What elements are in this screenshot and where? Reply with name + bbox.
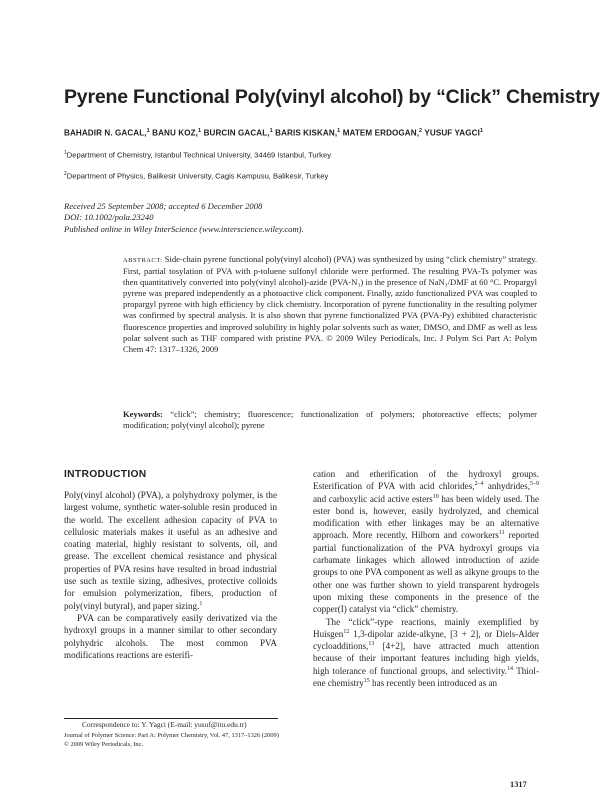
affiliation — [64, 171, 328, 181]
author-affiliation-mark: 1 — [198, 128, 202, 134]
section-heading: INTRODUCTION — [64, 469, 147, 480]
keywords — [123, 409, 537, 431]
paragraph-text: Thiol-ene chemistry — [313, 665, 539, 689]
author-list — [64, 128, 564, 138]
author-name: BURCIN GACAL, — [203, 128, 270, 138]
affiliation — [64, 150, 331, 160]
reference-mark: 12 — [343, 628, 350, 635]
affiliation-text: Department of Physics, Balikesir University, Cagis Kampusu, Balikesir, Turkey — [66, 171, 329, 181]
author-name: BARIS KISKAN, — [275, 128, 338, 138]
author-affiliation-mark: 1 — [146, 128, 150, 134]
reference-mark: 15 — [363, 678, 370, 685]
reference-mark: 14 — [506, 665, 513, 672]
reference-mark: 5–9 — [530, 481, 539, 488]
keywords-text: “click”; chemistry; fluorescence; functionalization of polymers; photoreactive effects; polymer modification; poly(vinyl alcohol); pyrene — [123, 409, 538, 431]
paragraph-text: cation and etherification of the hydroxyl groups. Esterification of PVA with acid chlorides, — [313, 469, 539, 492]
paragraph-text: 1,3-dipolar azide-alkyne, [3 + 2], or Diels-Alder cycloadditions, — [313, 628, 539, 652]
abstract-label: ABSTRACT: — [123, 257, 163, 264]
publication-dates — [64, 201, 304, 235]
affiliation-mark: 1 — [64, 150, 67, 156]
paragraph — [64, 489, 277, 612]
reference-mark: 13 — [368, 641, 375, 648]
affiliation-text: Department of Chemistry, Istanbul Technical University, 34469 Istanbul, Turkey — [66, 150, 331, 160]
page-number: 1317 — [510, 780, 527, 789]
keywords-label: Keywords: — [123, 409, 163, 419]
paragraph — [313, 468, 539, 616]
published-online: Published online in Wiley InterScience (www.interscience.wiley.com). — [64, 223, 304, 234]
abstract-text: Side-chain pyrene functional poly(vinyl alcohol) (PVA) was synthesized by using “click chemistry” strategy. First, partial tosylation of PVA with p-toluene sulfonyl chloride were performed. The resulting PVA-Ts polymer was then quantitatively converted into poly(vinyl alcohol)-azide (PVA-N₃) in the presence of NaN₃/DMF at 60 °C. Propargyl pyrene was prepared independently as a photoactive click component. Finally, azido functionalized PVA was coupled to propargyl pyrene with high efficiency by click chemistry. Incorporation of pyrene functionality in the resulting polymer was confirmed by spectral analysis. It is also shown that pyrene functionalized PVA (PVA-Py) exhibited characteristic fluorescence properties and improved solubility in highly polar solvents such as water, DMSO, and DMF as well as less polar solvent such as THF compared with pristine PVA. © 2009 Wiley Periodicals, Inc. J Polym Sci Part A: Polym Chem 47: 1317–1326, 2009 — [123, 254, 538, 354]
left-column — [64, 489, 277, 661]
footnote — [64, 721, 304, 749]
received-date: Received 25 September 2008; accepted 6 December 2008 — [64, 201, 263, 211]
footnote-divider — [64, 718, 278, 719]
article-title: Pyrene Functional Poly(vinyl alcohol) by “Click” Chemistry — [64, 86, 600, 108]
correspondence: Correspondence to: Y. Yagci (E-mail: yusuf@itu.edu.tr) — [82, 720, 247, 729]
paragraph: PVA can be comparatively easily derivatized via the hydroxyl groups in a manner similar to other secondary polyhydric alcohols. The most common PVA modifications reactions are esterifi- — [64, 612, 277, 660]
paragraph-text: has recently been introduced as an — [369, 678, 498, 689]
copyright: © 2009 Wiley Periodicals, Inc. — [64, 740, 144, 748]
author-affiliation-mark: 1 — [479, 128, 484, 134]
author-name: BANU KOZ, — [152, 128, 199, 138]
paragraph-text: has been widely used. The ester bond is, however, easily hydrolyzed, and chemical modification with ether linkages may be an alternative approach. More recently, Hilborn and coworkers — [313, 493, 539, 541]
reference-mark: 2–4 — [474, 481, 484, 488]
author-affiliation-mark: 2 — [419, 128, 423, 134]
paragraph-text: Poly(vinyl alcohol) (PVA), a polyhydroxy polymer, is the largest volume, synthetic water-soluble resin produced in the world. The excellent adhesion capacity of PVA to cellulosic materials makes it useful as an adhesive and coating material, highly resistant to solvents, oil, and grease. The excellent chemical resistance and physical properties of PVA resins have resulted in broad industrial use such as textile sizing, adhesives, protective colloids for emulsion polymerization, fibers, production of poly(vinyl butyral), and paper sizing. — [64, 490, 277, 611]
reference-mark: 1 — [199, 600, 203, 607]
paragraph-text: anhydrides, — [483, 481, 530, 492]
doi: DOI: 10.1002/pola.23240 — [64, 212, 154, 223]
paragraph-text: and carboxylic acid active esters — [313, 493, 433, 504]
paragraph-text: The “click”-type reactions, mainly exemplified by Huisgen — [313, 616, 539, 639]
author-name: YUSUF YAGCI — [424, 128, 480, 138]
author-affiliation-mark: 1 — [269, 128, 273, 134]
paragraph-text: reported partial functionalization of the PVA hydroxyl groups via carbamate linkages which allowed introduction of azide groups to one PVA component as well as alkyne groups to the other one was further shown to yield transparent hydrogels upon mixing these components in the presence of the copper(I) catalyst via “click” chemistry. — [313, 530, 539, 615]
paragraph-text: [4+2], have attracted much attention because of their important features including high yields, high tolerance of functional groups, and selectivity. — [313, 641, 539, 676]
reference-mark: 10 — [432, 493, 439, 500]
abstract — [123, 254, 537, 355]
right-column — [313, 468, 539, 689]
paragraph — [313, 616, 539, 690]
author-affiliation-mark: 1 — [337, 128, 341, 134]
author-name: MATEM ERDOGAN, — [342, 128, 420, 138]
affiliation-mark: 2 — [64, 171, 67, 177]
reference-mark: 11 — [498, 530, 505, 537]
journal-citation: Journal of Polymer Science: Part A: Polymer Chemistry, Vol. 47, 1317–1326 (2009) — [64, 732, 279, 740]
author-name: BAHADIR N. GACAL, — [64, 128, 147, 138]
